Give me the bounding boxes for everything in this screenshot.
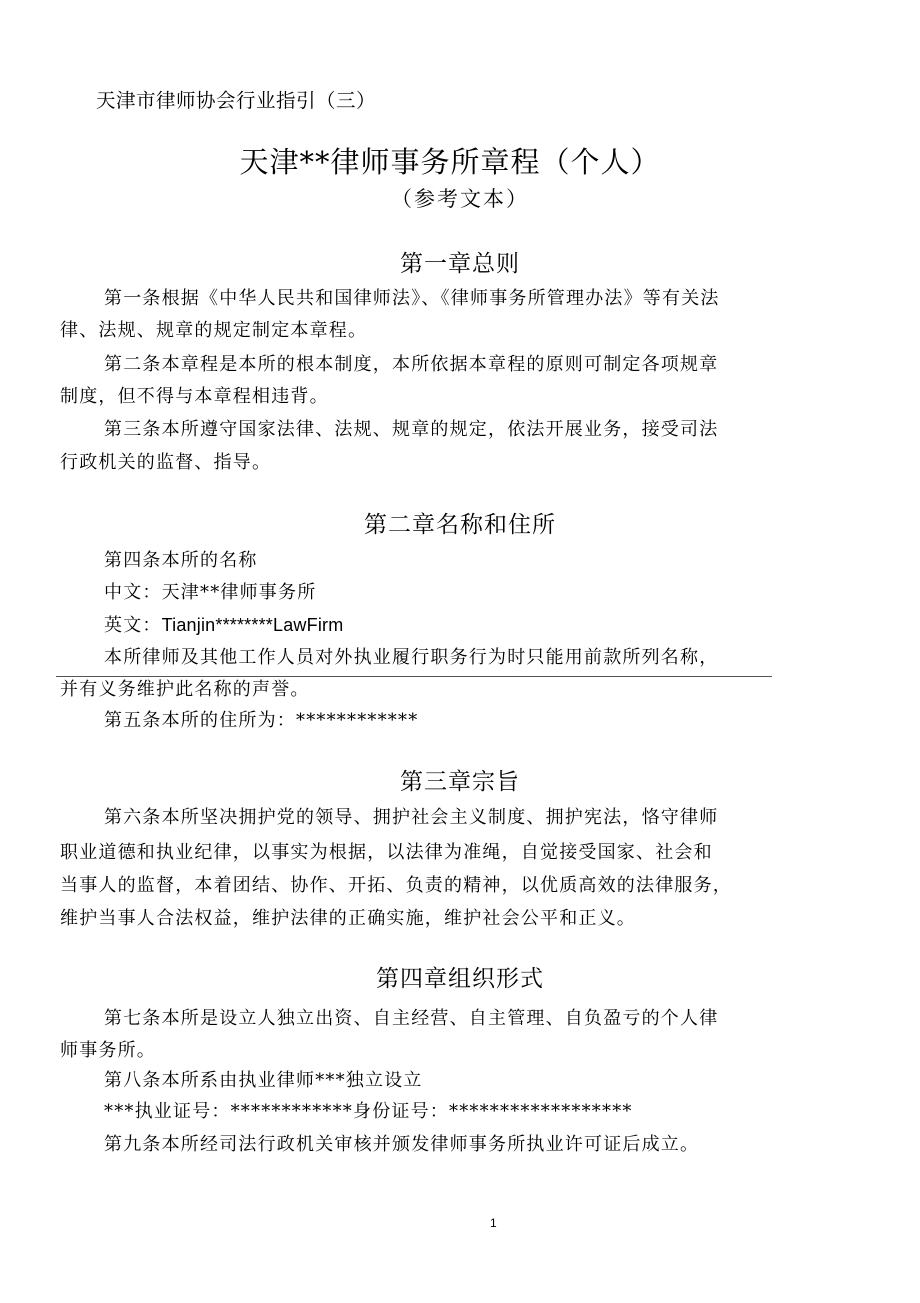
chapter-4-heading: 第四章组织形式 [376,966,544,992]
english-name-label: 英文： [104,615,162,636]
article-6-line-2: 职业道德和执业纪律，以事实为根据，以法律为准绳，自觉接受国家、社会和 [60,842,713,863]
article-7-line-1: 第七条本所是设立人独立出资、自主经营、自主管理、自负盈亏的个人律 [104,1008,719,1029]
article-8: 第八条本所系由执业律师***独立设立 [104,1070,423,1091]
name-usage-line-1: 本所律师及其他工作人员对外执业履行职务行为时只能用前款所列名称， [104,647,719,668]
article-5: 第五条本所的住所为：************ [104,710,419,731]
article-1-line-2: 律、法规、规章的规定制定本章程。 [60,320,368,341]
article-3-line-1: 第三条本所遵守国家法律、法规、规章的规定，依法开展业务，接受司法 [104,419,719,440]
page-number: 1 [490,1216,497,1230]
document-subtitle: （参考文本） [391,187,529,211]
article-6-line-1: 第六条本所坚决拥护党的领导、拥护社会主义制度、拥护宪法，恪守律师 [104,807,719,828]
article-9: 第九条本所经司法行政机关审核并颁发律师事务所执业许可证后成立。 [104,1134,700,1155]
horizontal-rule [56,676,772,677]
article-6-line-4: 维护当事人合法权益，维护法律的正确实施，维护社会公平和正义。 [60,908,636,929]
chapter-2-heading: 第二章名称和住所 [364,512,556,538]
chapter-1-heading: 第一章总则 [400,251,520,277]
article-2-line-2: 制度，但不得与本章程相违背。 [60,386,329,407]
article-7-line-2: 师事务所。 [60,1040,156,1061]
english-name-value: Tianjin********LawFirm [161,615,344,635]
document-title: 天津**律师事务所章程（个人） [239,145,661,179]
article-3-line-2: 行政机关的监督、指导。 [60,452,272,473]
name-usage-line-2: 并有义务维护此名称的声誉。 [60,679,310,700]
english-name-line [104,614,343,637]
certificate-numbers: ***执业证号：************身份证号：****************** [104,1101,633,1122]
article-2-line-1: 第二条本章程是本所的根本制度，本所依据本章程的原则可制定各项规章 [104,354,719,375]
article-6-line-3: 当事人的监督，本着团结、协作、开拓、负责的精神，以优质高效的法律服务， [60,875,732,896]
article-4: 第四条本所的名称 [104,550,258,571]
chapter-3-heading: 第三章宗旨 [400,769,520,795]
chinese-name: 中文：天津**律师事务所 [104,582,317,603]
article-1-line-1: 第一条根据《中华人民共和国律师法》、《律师事务所管理办法》等有关法 [104,288,720,309]
series-header: 天津市律师协会行业指引（三） [96,89,377,112]
